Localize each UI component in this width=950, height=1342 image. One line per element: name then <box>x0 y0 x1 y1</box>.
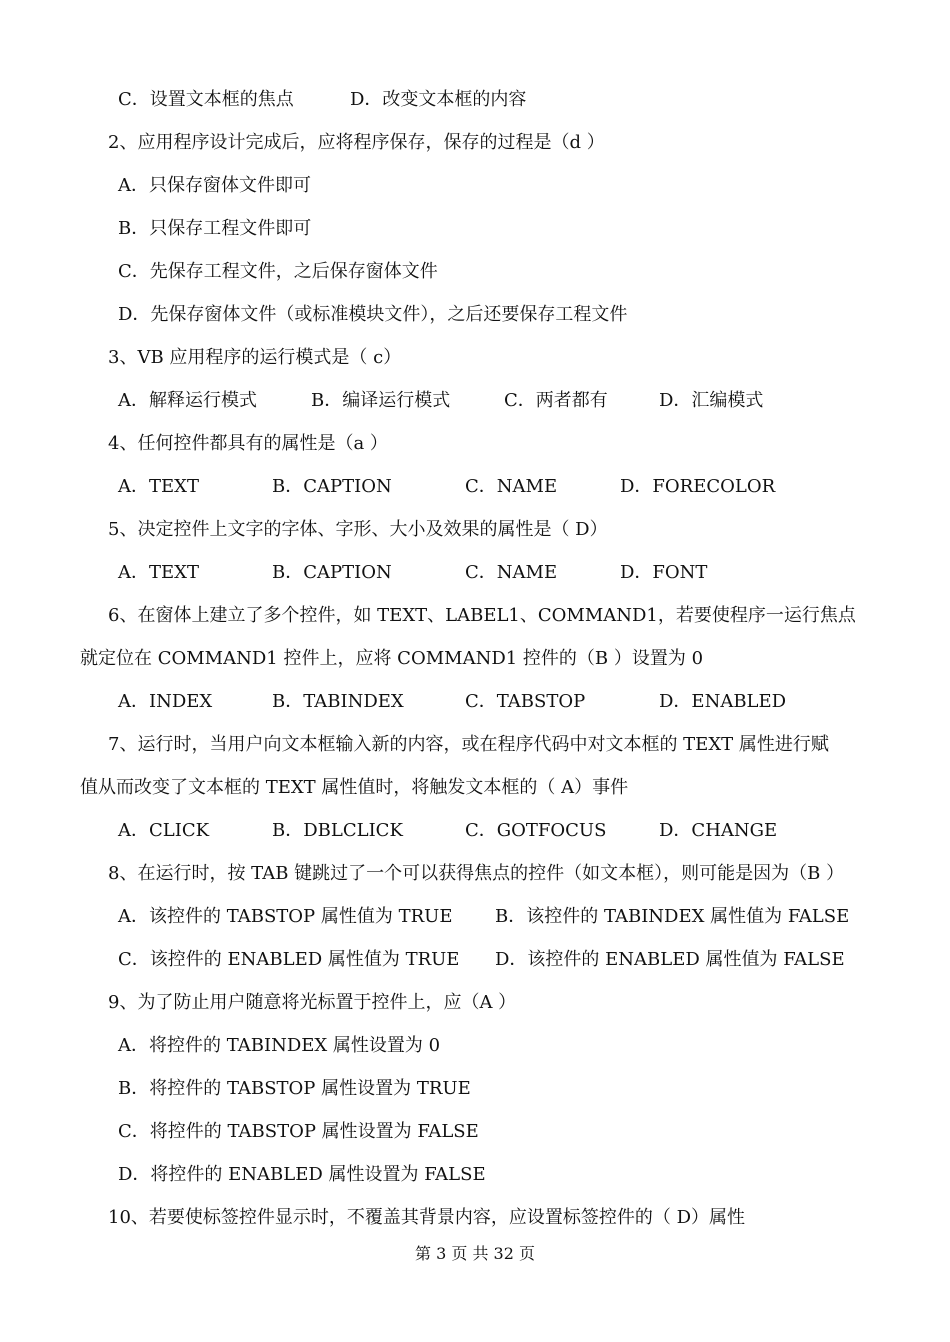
question-8: 8、在运行时，按 TAB 键跳过了一个可以获得焦点的控件（如文本框），则可能是因为（B ） <box>108 863 845 884</box>
option-b: B．CAPTION <box>272 562 392 583</box>
option-c: C．该控件的 ENABLED 属性值为 TRUE <box>118 949 460 970</box>
option-d: D．ENABLED <box>659 691 787 712</box>
option-line: B．将控件的 TABSTOP 属性设置为 TRUE <box>118 1078 471 1099</box>
question-5: 5、决定控件上文字的字体、字形、大小及效果的属性是（ D） <box>108 519 608 540</box>
question-7: 7、运行时，当用户向文本框输入新的内容，或在程序代码中对文本框的 TEXT 属性进行赋 <box>108 734 829 755</box>
question-6-continued: 就定位在 COMMAND1 控件上，应将 COMMAND1 控件的（B ）设置为 0 <box>80 648 704 669</box>
option-c: C．NAME <box>465 476 558 497</box>
option-d: D．FONT <box>620 562 708 583</box>
option-d: D．该控件的 ENABLED 属性值为 FALSE <box>495 949 845 970</box>
question-9: 9、为了防止用户随意将光标置于控件上，应（A ） <box>108 992 517 1013</box>
option-line: C．将控件的 TABSTOP 属性设置为 FALSE <box>118 1121 479 1142</box>
option-a: A．TEXT <box>118 476 199 497</box>
option-a: A．该控件的 TABSTOP 属性值为 TRUE <box>118 906 453 927</box>
option-d: D．改变文本框的内容 <box>350 89 527 110</box>
option-line: D．将控件的 ENABLED 属性设置为 FALSE <box>118 1164 486 1185</box>
option-d: D．FORECOLOR <box>620 476 776 497</box>
option-c: C．设置文本框的焦点 <box>118 89 294 110</box>
question-2: 2、应用程序设计完成后，应将程序保存，保存的过程是（d ） <box>108 132 605 153</box>
option-a: A．INDEX <box>118 691 213 712</box>
option-a: A．CLICK <box>118 820 210 841</box>
option-c: C．两者都有 <box>504 390 608 411</box>
option-b: B．编译运行模式 <box>311 390 451 411</box>
question-7-continued: 值从而改变了文本框的 TEXT 属性值时，将触发文本框的（ A）事件 <box>80 777 629 798</box>
option-d: D．汇编模式 <box>659 390 764 411</box>
option-line: B．只保存工程文件即可 <box>118 218 312 239</box>
option-b: B．该控件的 TABINDEX 属性值为 FALSE <box>495 906 850 927</box>
question-6: 6、在窗体上建立了多个控件，如 TEXT、LABEL1、COMMAND1，若要使程序一运行焦点 <box>108 605 856 626</box>
option-line: D．先保存窗体文件（或标准模块文件），之后还要保存工程文件 <box>118 304 628 325</box>
option-line: A．将控件的 TABINDEX 属性设置为 0 <box>118 1035 441 1056</box>
option-d: D．CHANGE <box>659 820 778 841</box>
option-line: A．只保存窗体文件即可 <box>118 175 311 196</box>
option-b: B．DBLCLICK <box>272 820 403 841</box>
question-10: 10、若要使标签控件显示时，不覆盖其背景内容，应设置标签控件的（ D）属性 <box>108 1207 746 1228</box>
option-b: B．CAPTION <box>272 476 392 497</box>
option-a: A．解释运行模式 <box>118 390 257 411</box>
page-footer: 第 3 页 共 32 页 <box>415 1244 535 1263</box>
question-4: 4、任何控件都具有的属性是（a ） <box>108 433 388 454</box>
question-3: 3、VB 应用程序的运行模式是（ c） <box>108 347 402 368</box>
option-line: C．先保存工程文件，之后保存窗体文件 <box>118 261 438 282</box>
option-c: C．TABSTOP <box>465 691 586 712</box>
option-c: C．NAME <box>465 562 558 583</box>
option-a: A．TEXT <box>118 562 199 583</box>
option-c: C．GOTFOCUS <box>465 820 607 841</box>
option-b: B．TABINDEX <box>272 691 404 712</box>
